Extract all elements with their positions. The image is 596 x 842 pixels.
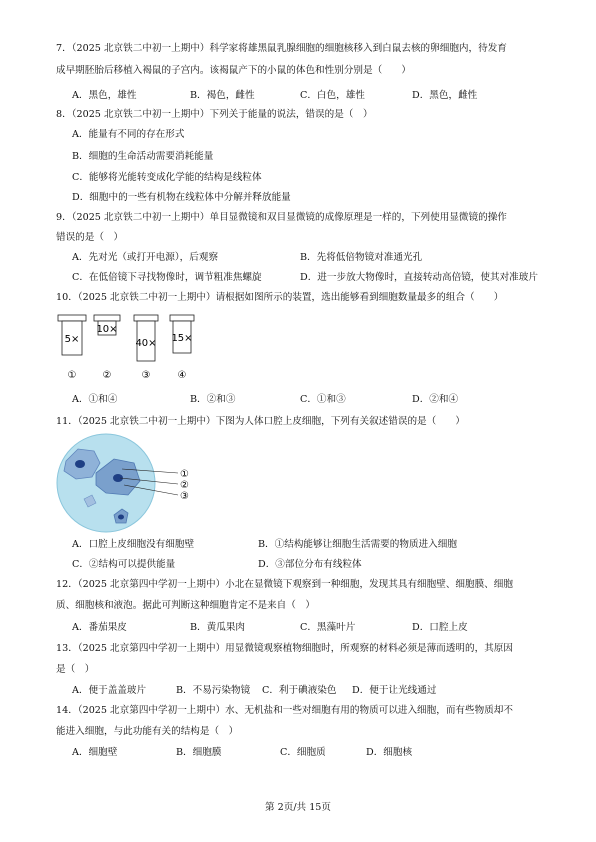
q7-option-b[interactable]: B．褐色，雌性 [190, 90, 255, 101]
cell-nucleus [118, 515, 124, 520]
cheek-cell-figure [56, 433, 216, 533]
q8-option-a[interactable]: A．能量有不同的存在形式 [72, 129, 185, 140]
q12-stem-line-1: 12．（2025 北京第四中学初一上期中）小北在显微镜下观察到一种细胞，发现其具有细胞壁、细胞膜、细胞 [56, 579, 513, 590]
q12-option-b[interactable]: B．黄瓜果肉 [190, 622, 246, 633]
q8-option-d[interactable]: D．细胞中的一些有机物在线粒体中分解并释放能量 [72, 192, 291, 203]
q11-option-a[interactable]: A．口腔上皮细胞没有细胞壁 [72, 539, 195, 550]
q9-stem-line-1: 9．（2025 北京铁二中初一上期中）单目显微镜和双目显微镜的成像原理是一样的，下列使用显微镜的操作 [56, 212, 507, 223]
q12-stem-line-2: 质、细胞核和液泡。据此可判断这种细胞肯定不是来自（ ） [56, 600, 316, 611]
q14-option-d[interactable]: D．细胞核 [366, 747, 413, 758]
objective-40x [134, 315, 158, 361]
q13-option-a[interactable]: A．便于盖盖玻片 [72, 685, 147, 696]
q10-option-d[interactable]: D．②和④ [412, 394, 459, 405]
q11-option-b[interactable]: B．①结构能够让细胞生活需要的物质进入细胞 [258, 539, 457, 550]
lens-3-label: 40× [135, 338, 157, 349]
q13-option-b[interactable]: B．不易污染物镜 [176, 685, 251, 696]
lens-4-label: 15× [171, 333, 193, 344]
q9-option-d[interactable]: D．进一步放大物像时，直接转动高倍镜，使其对准玻片 [300, 272, 538, 283]
q14-option-a[interactable]: A．细胞壁 [72, 747, 118, 758]
q8-option-b[interactable]: B．细胞的生命活动需要消耗能量 [72, 151, 214, 162]
q10-stem-line-1: 10．（2025 北京铁二中初一上期中）请根据如图所示的装置，选出能够看到细胞数量最多的组合（ ） [56, 292, 504, 303]
q8-stem-line-1: 8．（2025 北京铁二中初一上期中）下列关于能量的说法，错误的是（ ） [56, 109, 373, 120]
q9-option-b[interactable]: B．先将低倍物镜对准通光孔 [300, 252, 423, 263]
q14-stem-line-2: 能进入细胞，与此功能有关的结构是（ ） [56, 726, 239, 737]
q11-option-c[interactable]: C．②结构可以提供能量 [72, 559, 176, 570]
q14-option-b[interactable]: B．细胞膜 [176, 747, 222, 758]
q12-option-d[interactable]: D．口腔上皮 [412, 622, 468, 633]
q10-option-b[interactable]: B．②和③ [190, 394, 236, 405]
callout-2: ② [180, 480, 189, 491]
q9-option-a[interactable]: A．先对光（或打开电源），后观察 [72, 252, 219, 263]
lens-1-label: 5× [64, 334, 80, 345]
q9-option-c[interactable]: C．在低倍镜下寻找物像时，调节粗准焦螺旋 [72, 272, 262, 283]
q8-option-c[interactable]: C．能够将光能转变成化学能的结构是线粒体 [72, 172, 262, 183]
lens-number-2: ② [102, 370, 112, 381]
callout-3: ③ [180, 491, 189, 502]
q12-option-c[interactable]: C．黑藻叶片 [300, 622, 356, 633]
q14-option-c[interactable]: C．细胞质 [280, 747, 326, 758]
q13-option-c[interactable]: C．利于碘液染色 [262, 685, 337, 696]
q13-stem-line-1: 13．（2025 北京第四中学初一上期中）用显微镜观察植物细胞时，所观察的材料必须是薄而透明的，其原因 [56, 643, 513, 654]
q14-stem-line-1: 14．（2025 北京第四中学初一上期中）水、无机盐和一些对细胞有用的物质可以进入细胞，而有些物质却不 [56, 705, 513, 716]
lens-number-3: ③ [141, 370, 151, 381]
eyepiece-5x [58, 315, 86, 355]
lens-number-1: ① [67, 370, 77, 381]
callout-1: ① [180, 469, 189, 480]
q13-option-d[interactable]: D．便于让光线通过 [352, 685, 437, 696]
q7-option-d[interactable]: D．黑色，雌性 [412, 90, 478, 101]
cell-nucleus [75, 460, 85, 468]
objective-15x [170, 315, 194, 353]
eyepiece-10x [94, 315, 120, 335]
q10-option-a[interactable]: A．①和④ [72, 394, 118, 405]
q12-option-a[interactable]: A．番茄果皮 [72, 622, 127, 633]
q7-stem-line-1: 7．（2025 北京铁二中初一上期中）科学家将雄黑鼠乳腺细胞的细胞核移入到白鼠去核的卵细胞内，待发育 [56, 43, 507, 54]
q9-stem-line-2: 错误的是（ ） [56, 232, 124, 243]
q13-stem-line-2: 是（ ） [56, 664, 95, 675]
q7-option-a[interactable]: A．黑色，雄性 [72, 90, 137, 101]
lens-figure [56, 313, 216, 383]
q7-option-c[interactable]: C．白色，雄性 [300, 90, 365, 101]
lens-2-label: 10× [96, 324, 118, 335]
q10-option-c[interactable]: C．①和③ [300, 394, 346, 405]
q7-stem-line-2: 成早期胚胎后移植入褐鼠的子宫内。该褐鼠产下的小鼠的体色和性别分别是（ ） [56, 65, 411, 76]
lens-number-4: ④ [177, 370, 187, 381]
q11-option-d[interactable]: D．③部位分布有线粒体 [258, 559, 362, 570]
q11-stem-line-1: 11．（2025 北京铁二中初一上期中）下图为人体口腔上皮细胞，下列有关叙述错误的是（ ） [56, 416, 466, 427]
page-footer: 第 2页/共 15页 [264, 802, 332, 813]
